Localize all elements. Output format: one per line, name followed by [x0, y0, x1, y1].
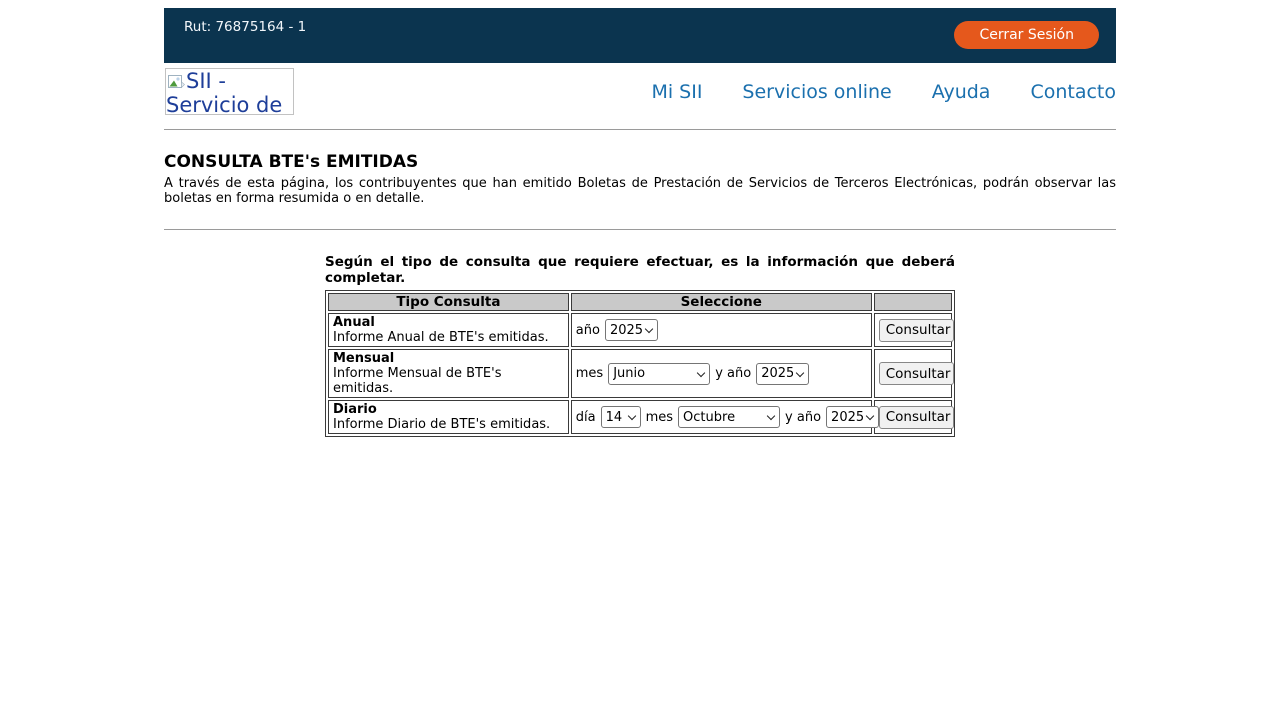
diario-day-select[interactable] [601, 406, 641, 428]
diario-type-label: Diario [333, 402, 377, 417]
col-header-action [874, 293, 952, 311]
col-header-seleccione: Seleccione [571, 293, 872, 311]
diario-type-cell [328, 400, 569, 434]
anual-consultar-button[interactable]: Consultar [879, 319, 954, 342]
table-header-row [328, 293, 952, 311]
rut-label: Rut: 76875164 - 1 [184, 19, 307, 35]
anual-year-label: año [575, 322, 600, 338]
header-row [164, 68, 1116, 120]
table-row-anual [328, 313, 952, 347]
anual-year-select[interactable] [605, 319, 658, 341]
section-divider [164, 229, 1116, 230]
instruction-text: Según el tipo de consulta que requiere efectuar, es la información que deberá completar. [325, 254, 955, 286]
table-row-mensual [328, 349, 952, 398]
header-divider [164, 129, 1116, 130]
diario-year-label: y año [785, 409, 822, 425]
logout-button[interactable]: Cerrar Sesión [954, 21, 1099, 49]
anual-button-cell [874, 313, 952, 347]
diario-button-cell [874, 400, 952, 434]
mensual-type-label: Mensual [333, 351, 395, 366]
mensual-type-cell [328, 349, 569, 398]
content-area [325, 255, 955, 437]
diario-month-label: mes [645, 409, 674, 425]
mensual-consultar-button[interactable]: Consultar [879, 362, 954, 385]
diario-year-select[interactable] [826, 406, 879, 428]
col-header-tipo-consulta: Tipo Consulta [328, 293, 569, 311]
page-title: CONSULTA BTE's EMITIDAS [164, 152, 419, 172]
nav-ayuda[interactable]: Ayuda [931, 80, 991, 103]
nav-contacto[interactable]: Contacto [1030, 80, 1116, 103]
anual-type-cell [328, 313, 569, 347]
mensual-year-label: y año [715, 366, 752, 381]
diario-type-description: Informe Diario de BTE's emitidas. [333, 417, 551, 432]
mensual-month-label: mes [575, 366, 604, 381]
sii-logo[interactable] [165, 68, 294, 115]
nav-servicios-online[interactable]: Servicios online [742, 80, 892, 103]
nav-mi-sii[interactable]: Mi SII [651, 80, 703, 103]
anual-type-description: Informe Anual de BTE's emitidas. [333, 330, 549, 345]
mensual-month-select-wrap [608, 363, 710, 385]
mensual-year-select-wrap [756, 363, 809, 385]
anual-type-label: Anual [333, 315, 375, 330]
diario-month-select[interactable] [678, 406, 780, 428]
diario-select-cell [571, 400, 872, 434]
top-bar [164, 8, 1116, 63]
diario-year-select-wrap [826, 406, 879, 428]
page-container [164, 8, 1116, 437]
anual-year-select-wrap [605, 319, 658, 341]
mensual-year-select[interactable] [756, 363, 809, 385]
diario-consultar-button[interactable]: Consultar [879, 406, 954, 429]
main-nav [651, 68, 1116, 115]
diario-month-select-wrap [678, 406, 780, 428]
mensual-type-description: Informe Mensual de BTE's emitidas. [333, 366, 502, 396]
table-row-diario [328, 400, 952, 434]
broken-image-icon [168, 75, 185, 90]
mensual-select-cell [571, 349, 872, 398]
mensual-month-select[interactable] [608, 363, 710, 385]
diario-day-select-wrap [601, 406, 641, 428]
consulta-table [325, 290, 955, 437]
anual-select-cell [571, 313, 872, 347]
logo-alt-text: SII - Servicio de [166, 69, 283, 115]
diario-day-label: día [575, 409, 596, 425]
page-description: A través de esta página, los contribuyentes que han emitido Boletas de Prestación de Servicios de Terceros Electrónicas, podrán observar las boletas en forma resumida o en detalle. [164, 176, 1116, 206]
mensual-button-cell [874, 349, 952, 398]
